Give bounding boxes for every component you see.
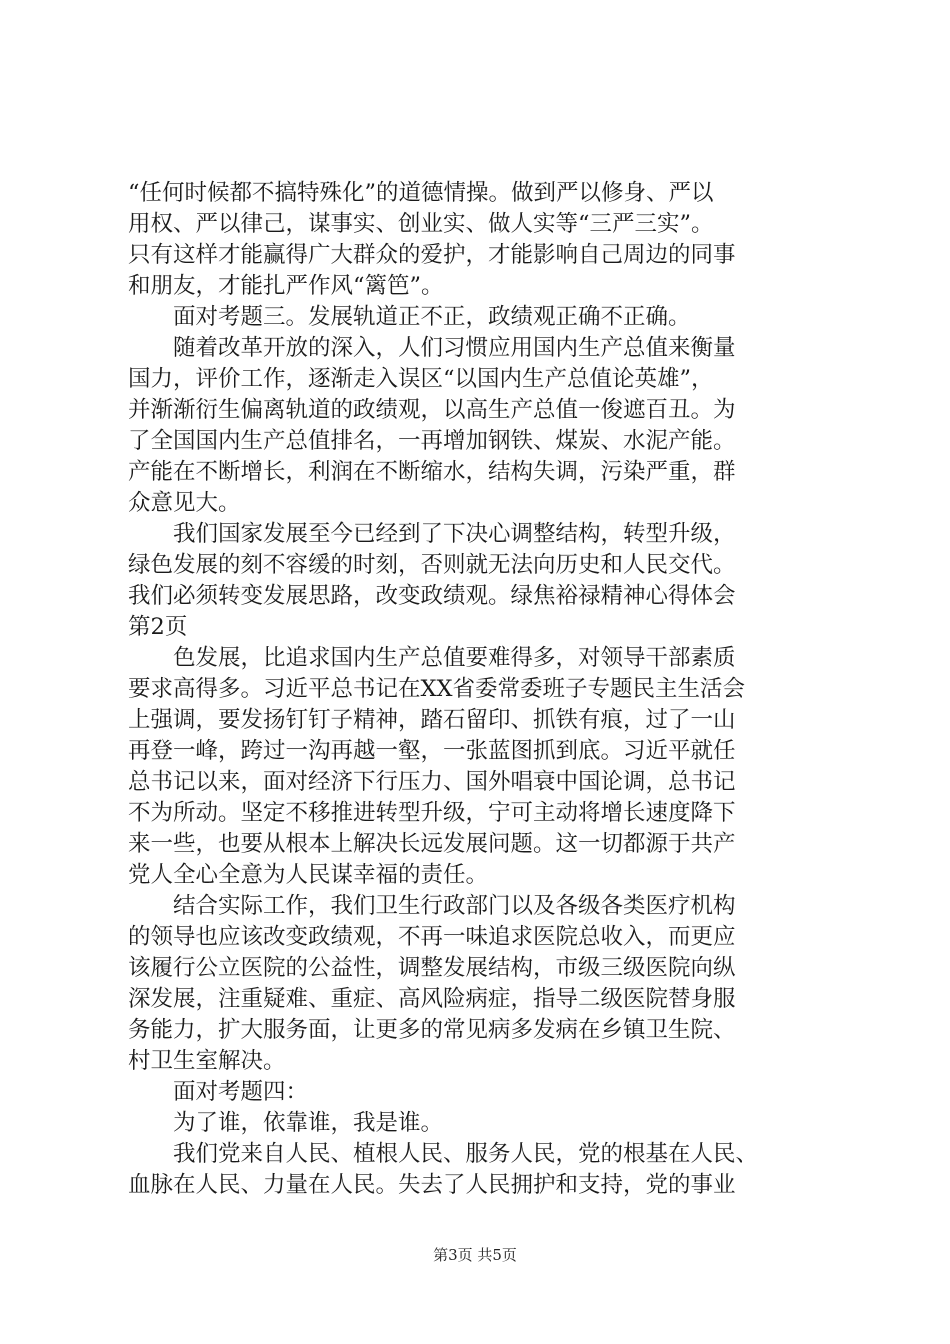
text-line: 来一些，也要从根本上解决长远发展问题。这一切都源于共产 <box>128 831 736 857</box>
text-line: 用权、严以律己，谋事实、创业实、做人实等“三严三实”。 <box>128 211 714 237</box>
text-line: 为了谁，依靠谁，我是谁。 <box>128 1110 444 1136</box>
text-line: 第2页 <box>128 614 188 640</box>
text-line: 的领导也应该改变政绩观，不再一味追求医院总收入，而更应 <box>128 924 736 950</box>
text-line: 我们国家发展至今已经到了下决心调整结构，转型升级， <box>128 521 736 547</box>
text-line: 产能在不断增长，利润在不断缩水，结构失调，污染严重，群 <box>128 459 736 485</box>
text-line: 该履行公立医院的公益性，调整发展结构，市级三级医院向纵 <box>128 955 736 981</box>
text-line: 了全国国内生产总值排名，一再增加钢铁、煤炭、水泥产能。 <box>128 428 736 454</box>
text-line: 随着改革开放的深入，人们习惯应用国内生产总值来衡量 <box>128 335 736 361</box>
text-line: 不为所动。坚定不移推进转型升级，宁可主动将增长速度降下 <box>128 800 736 826</box>
text-line: 色发展，比追求国内生产总值要难得多，对领导干部素质 <box>128 645 736 671</box>
text-line: 村卫生室解决。 <box>128 1048 286 1074</box>
text-line: 只有这样才能赢得广大群众的爱护，才能影响自己周边的同事 <box>128 242 736 268</box>
page-footer: 第3页 共5页 <box>433 1246 517 1264</box>
text-line: “任何时候都不搞特殊化”的道德情操。做到严以修身、严以 <box>128 180 714 206</box>
document-body <box>128 178 828 1201</box>
text-line: 血脉在人民、力量在人民。失去了人民拥护和支持，党的事业 <box>128 1172 736 1198</box>
text-line: 我们党来自人民、植根人民、服务人民，党的根基在人民、 <box>128 1141 759 1167</box>
text-line: 务能力，扩大服务面，让更多的常见病多发病在乡镇卫生院、 <box>128 1017 736 1043</box>
text-line: 众意见大。 <box>128 490 241 516</box>
text-line: 面对考题四： <box>128 1079 309 1105</box>
text-line: 绿色发展的刻不容缓的时刻，否则就无法向历史和人民交代。 <box>128 552 736 578</box>
text-line: 国力，评价工作，逐渐走入误区“以国内生产总值论英雄”， <box>128 366 714 392</box>
text-line: 党人全心全意为人民谋幸福的责任。 <box>128 862 489 888</box>
text-line: 再登一峰，跨过一沟再越一壑，一张蓝图抓到底。习近平就任 <box>128 738 736 764</box>
text-line: 总书记以来，面对经济下行压力、国外唱衰中国论调，总书记 <box>128 769 736 795</box>
text-line: 和朋友，才能扎严作风“篱笆”。 <box>128 273 444 299</box>
text-line: 结合实际工作，我们卫生行政部门以及各级各类医疗机构 <box>128 893 736 919</box>
text-line: 要求高得多。习近平总书记在XX省委常委班子专题民主生活会 <box>128 676 746 702</box>
text-line: 上强调，要发扬钉钉子精神，踏石留印、抓铁有痕，过了一山 <box>128 707 736 733</box>
text-line: 并渐渐衍生偏离轨道的政绩观，以高生产总值一俊遮百丑。为 <box>128 397 736 423</box>
text-line: 面对考题三。发展轨道正不正，政绩观正确不正确。 <box>128 304 691 330</box>
text-line: 我们必须转变发展思路，改变政绩观。绿焦裕禄精神心得体会 <box>128 583 736 609</box>
text-line: 深发展，注重疑难、重症、高风险病症，指导二级医院替身服 <box>128 986 736 1012</box>
